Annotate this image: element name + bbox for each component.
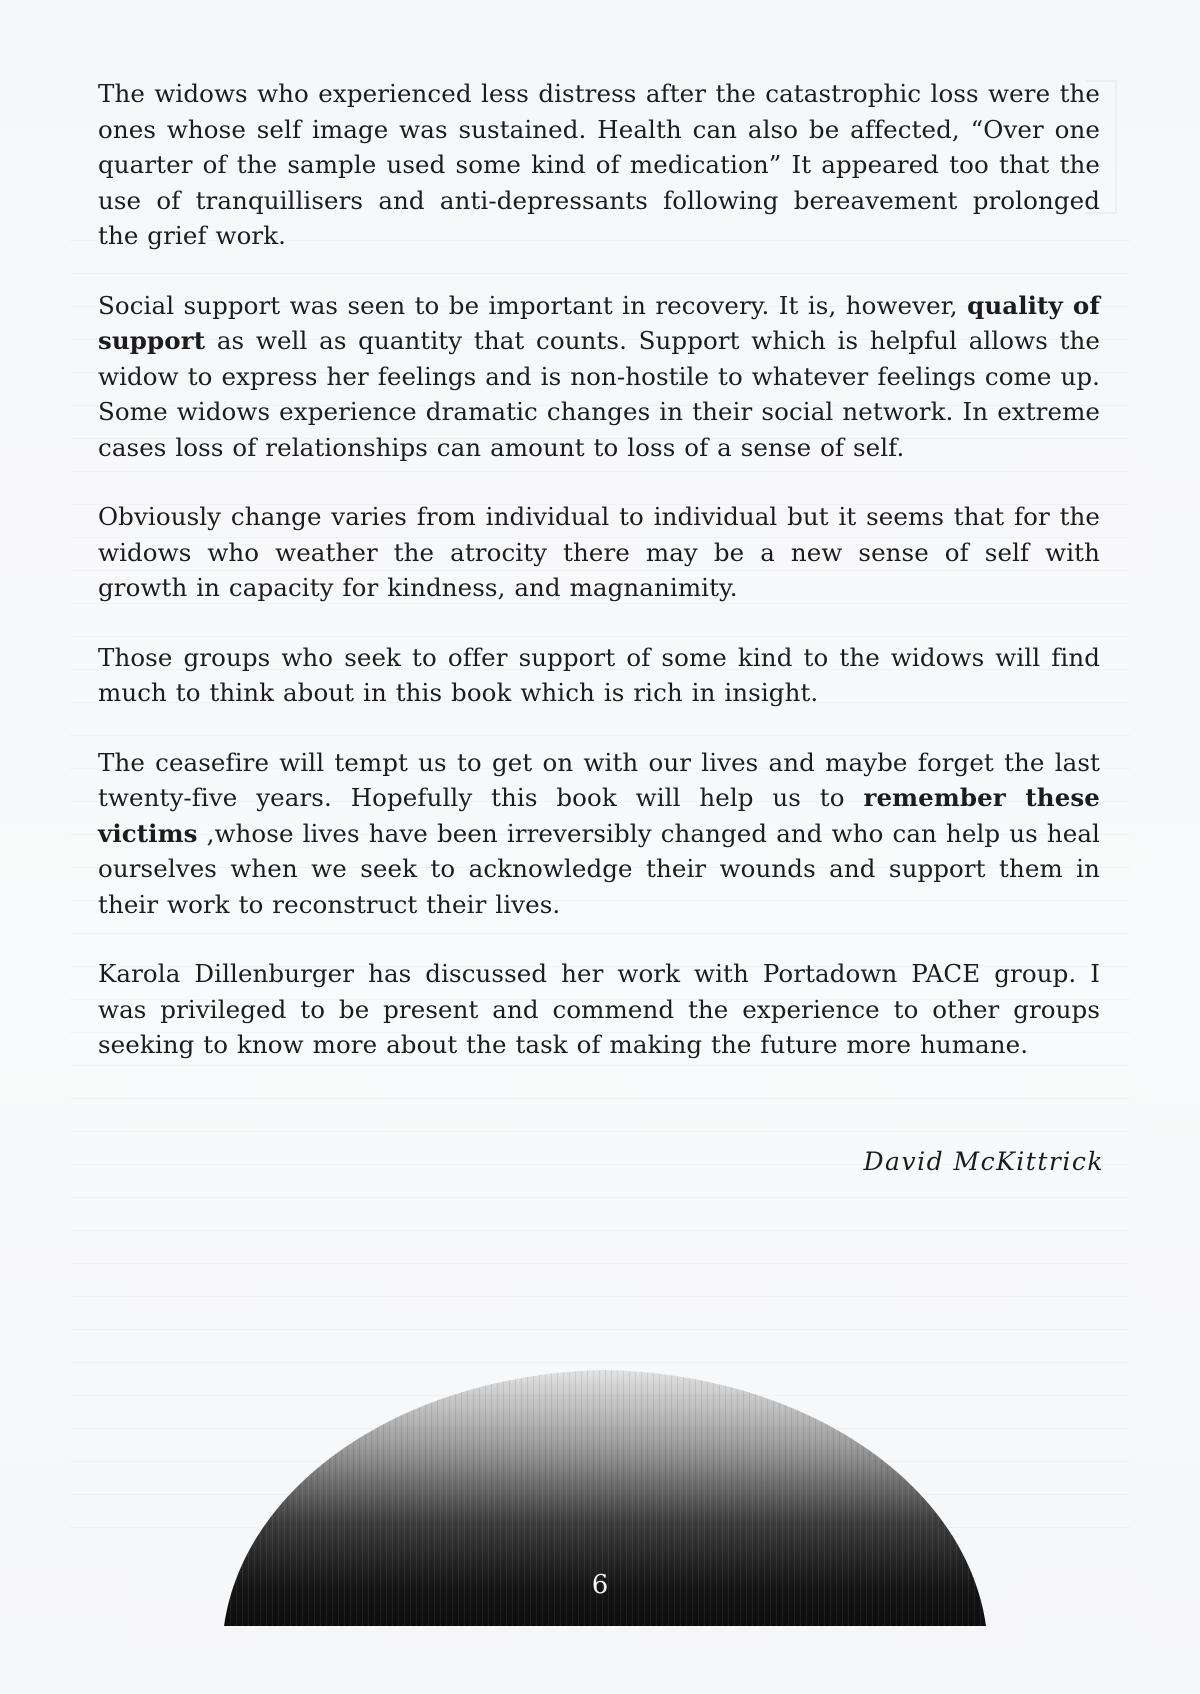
bleed-through-line	[70, 933, 1130, 934]
bleed-through-line	[70, 801, 1130, 802]
paragraph-text: Karola Dillenburger has discussed her work with Portadown PACE group. I was privileged to be present and commend the experience to other groups seeking to know more about the task of making the future more humane.	[98, 959, 1100, 1059]
bleed-through-line	[70, 1098, 1130, 1099]
bleed-through-line	[70, 471, 1130, 472]
paragraph	[98, 640, 1100, 711]
bleed-through-line	[70, 1131, 1130, 1132]
bleed-through-line	[70, 1329, 1130, 1330]
paragraph-text: Those groups who seek to offer support of some kind to the widows will find much to think about in this book which is rich in insight.	[98, 642, 1100, 707]
bleed-through-line	[70, 1395, 1130, 1396]
paragraph	[98, 956, 1100, 1063]
bleed-through-line	[70, 1428, 1130, 1429]
bleed-through-line	[70, 438, 1130, 439]
bleed-through-line	[70, 504, 1130, 505]
bleed-through-line	[70, 273, 1130, 274]
body-text	[98, 76, 1100, 1097]
paragraph-text: as well as quantity that counts. Support which is helpful allows the widow to express her feelings and is non-hostile to whatever feelings come up. Some widows experience dramatic changes in their social network. In extreme cases loss of relationships can amount to loss of a sense of self.	[98, 326, 1100, 462]
bleed-through-line	[70, 1230, 1130, 1231]
bleed-through-line	[70, 768, 1130, 769]
paragraph	[98, 76, 1100, 254]
bleed-through-line	[70, 1032, 1130, 1033]
bleed-through-line	[70, 1263, 1130, 1264]
bleed-through-line	[70, 1296, 1130, 1297]
bleed-through-line	[70, 1362, 1130, 1363]
paragraph-text: Social support was seen to be important in recovery. It is, however,	[98, 290, 968, 320]
author-signature: David McKittrick	[863, 1147, 1104, 1176]
paragraph-text: Obviously change varies from individual to individual but it seems that for the widows who weather the atrocity there may be a new sense of self with growth in capacity for kindness, and magnanimity.	[98, 502, 1100, 602]
bleed-through-line	[70, 834, 1130, 835]
emphasis-text: quality of support	[98, 290, 1100, 355]
bleed-through-line	[70, 405, 1130, 406]
bleed-through-line	[70, 1527, 1130, 1528]
bleed-through-line	[70, 372, 1130, 373]
emphasis-text: remember these victims	[98, 783, 1100, 848]
bleed-through-line	[70, 735, 1130, 736]
bleed-through-line	[70, 966, 1130, 967]
paragraph-text: The ceasefire will tempt us to get on with our lives and maybe forget the last twenty-five years. Hopefully this book will help us to	[98, 747, 1100, 812]
bleed-through-line	[70, 867, 1130, 868]
bleed-through-line	[70, 1494, 1130, 1495]
bleed-through-line	[70, 240, 1130, 241]
bleed-through-line	[70, 702, 1130, 703]
bleed-through-line	[70, 537, 1130, 538]
bleed-through-line	[70, 669, 1130, 670]
bleed-through-line	[70, 1461, 1130, 1462]
bleed-through-line	[70, 570, 1130, 571]
bleed-through-line	[70, 900, 1130, 901]
page-number: 6	[591, 1570, 609, 1600]
bleed-through-line	[70, 603, 1130, 604]
bleed-through-line	[70, 1197, 1130, 1198]
bleed-through-line	[70, 1065, 1130, 1066]
bleed-through-line	[70, 999, 1130, 1000]
paragraph-text: The widows who experienced less distress after the catastrophic loss were the ones whose self image was sustained. Health can also be affected, “Over one quarter of the sample used some kind of medication” It appeared too that the use of tranquillisers and anti-depressants following bereavement prolonged the grief work.	[98, 79, 1100, 250]
bleed-through-line	[70, 1164, 1130, 1165]
bleed-through-line	[70, 636, 1130, 637]
paragraph	[98, 499, 1100, 606]
bleed-through-line	[70, 339, 1130, 340]
paragraph-text: ,whose lives have been irreversibly changed and who can help us heal ourselves when we seek to acknowledge their wounds and support them in their work to reconstruct their lives.	[98, 818, 1100, 919]
bleed-through-line	[70, 306, 1130, 307]
